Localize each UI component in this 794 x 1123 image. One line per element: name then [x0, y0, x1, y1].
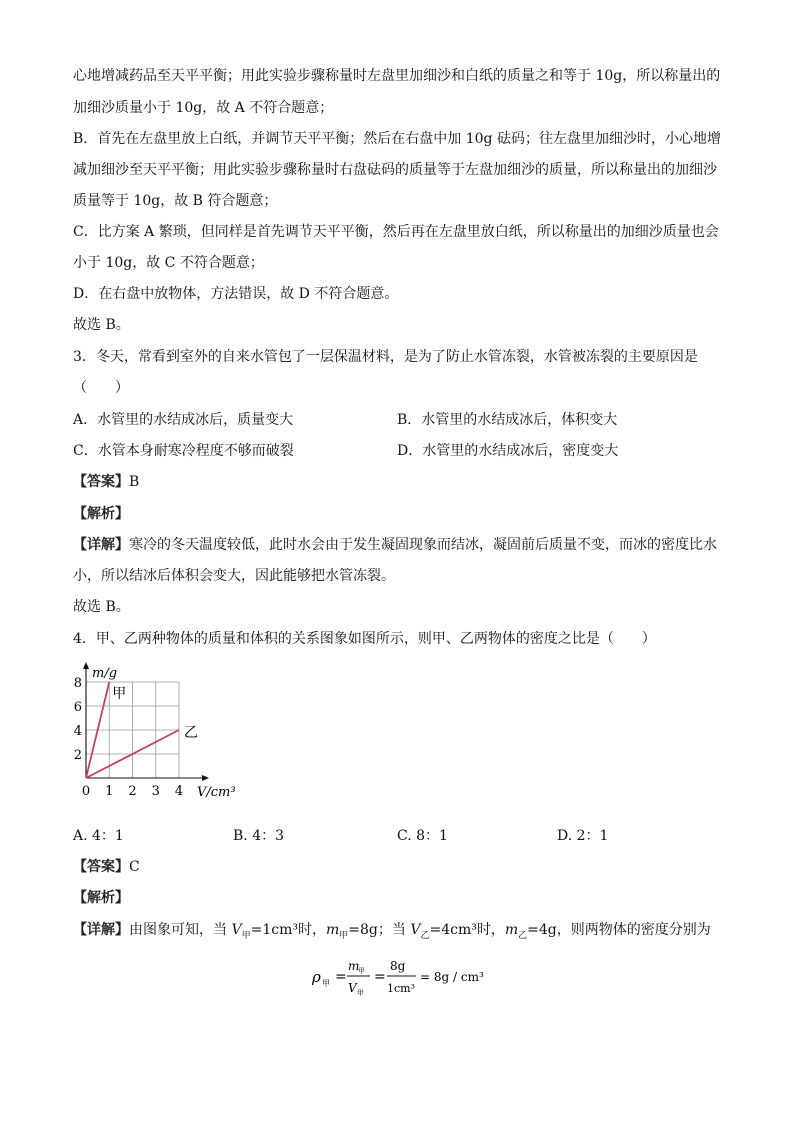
- answer-value: B: [129, 474, 140, 490]
- x-tick-label: 2: [128, 784, 137, 799]
- text-line: C．比方案 A 繁琐，但同样是首先调节天平平衡，然后再在左盘里放白纸，所以称量出的加细沙质量也会: [73, 224, 719, 240]
- x-axis-arrow: [202, 775, 209, 781]
- question-stem: 3．冬天，常看到室外的自来水管包了一层保温材料，是为了防止水管冻裂，水管被冻裂的主要原因是: [73, 349, 698, 365]
- formula-num-sub: 甲: [358, 967, 365, 975]
- detail-text: 小，所以结冰后体积会变大，因此能够把水管冻裂。: [73, 568, 395, 584]
- y-tick-label: 2: [73, 748, 82, 763]
- y-axis-arrow: [83, 662, 89, 669]
- formula-result: = 8g / cm³: [420, 970, 484, 984]
- x-tick-label: 3: [151, 784, 160, 799]
- answer-row: [73, 472, 139, 492]
- y-tick-label: 8: [73, 676, 82, 691]
- option-b: B. 4：3: [233, 828, 285, 844]
- answer-tag: 【答案】: [73, 859, 129, 875]
- density-formula: [310, 952, 510, 1002]
- text-line: 心地增减药品至天平平衡；用此实验步骤称量时左盘里加细沙和白纸的质量之和等于 10g，所以称量出的: [73, 68, 721, 84]
- text-line: 小于 10g，故 C 不符合题意；: [73, 255, 264, 271]
- formula-num-m: m: [348, 959, 360, 973]
- text-line: D．在右盘中放物体，方法错误，故 D 不符合题意。: [73, 286, 399, 302]
- analysis-tag: 【解析】: [73, 890, 129, 906]
- option-b: B．水管里的水结成冰后，体积变大: [397, 412, 618, 428]
- detail-tag: 【详解】: [73, 922, 129, 938]
- answer-row: [73, 857, 140, 877]
- text-line: 质量等于 10g，故 B 符合题意；: [73, 193, 278, 209]
- option-d: D．水管里的水结成冰后，密度变大: [397, 443, 619, 459]
- x-tick-label: 0: [81, 784, 91, 799]
- y-tick-label: 6: [73, 700, 82, 715]
- detail-row: [73, 535, 717, 555]
- option-a: A．水管里的水结成冰后，质量变大: [73, 412, 294, 428]
- y-tick-label: 4: [73, 724, 82, 739]
- answer-tag: 【答案】: [73, 474, 129, 490]
- text-line: 加细沙质量小于 10g，故 A 不符合题意；: [73, 100, 334, 116]
- y-axis-label: m/g: [92, 666, 118, 681]
- conclusion: 故选 B。: [73, 317, 130, 333]
- formula-den-val: 1cm³: [387, 982, 415, 995]
- question-stem-paren: （ ）: [73, 380, 129, 396]
- formula-den-sub: 甲: [357, 989, 364, 997]
- detail-row: 【详解】由图象可知，当 $V_甲=1cm^3$时，$m_甲=8g$；当 $V_乙=4cm^3$时，$m_乙=4g$，则两物体的密度分别为: [73, 922, 711, 941]
- mass-volume-chart: [70, 660, 250, 810]
- detail-text: 寒冷的冬天温度较低，此时水会由于发生凝固现象而结冰，凝固前后质量不变，而冰的密度比水: [129, 537, 717, 553]
- formula-sub: 甲: [322, 979, 330, 988]
- option-c: C．水管本身耐寒冷程度不够而破裂: [73, 443, 294, 459]
- analysis-tag: 【解析】: [73, 506, 129, 522]
- formula-eq2: =: [374, 969, 386, 985]
- formula-rho: ρ: [312, 968, 321, 986]
- option-c: C. 8：1: [397, 828, 448, 844]
- text-line: 减加细沙至天平平衡；用此实验步骤称量时右盘砝码的质量等于左盘加细沙的质量，所以称量出的加细沙: [73, 162, 717, 178]
- conclusion: 故选 B。: [73, 599, 130, 615]
- x-axis-label: V/cm³: [197, 785, 236, 800]
- formula-eq: =: [335, 969, 347, 985]
- series-label: 甲: [112, 686, 127, 702]
- option-a: A. 4：1: [73, 828, 124, 844]
- x-tick-label: 1: [105, 784, 114, 799]
- formula-num-val: 8g: [390, 959, 406, 973]
- option-d: D. 2：1: [557, 828, 609, 844]
- x-tick-label: 4: [174, 784, 184, 799]
- text-line: B．首先在左盘里放上白纸，并调节天平平衡；然后在右盘中加 10g 砝码；往左盘里加细沙时，小心地增: [73, 131, 721, 147]
- answer-value: C: [129, 859, 140, 875]
- formula-den-v: V: [348, 981, 357, 995]
- series-label: 乙: [184, 725, 198, 741]
- question-stem: 4．甲、乙两种物体的质量和体积的关系图象如图所示，则甲、乙两物体的密度之比是（ ）: [73, 631, 656, 647]
- detail-tag: 【详解】: [73, 537, 129, 553]
